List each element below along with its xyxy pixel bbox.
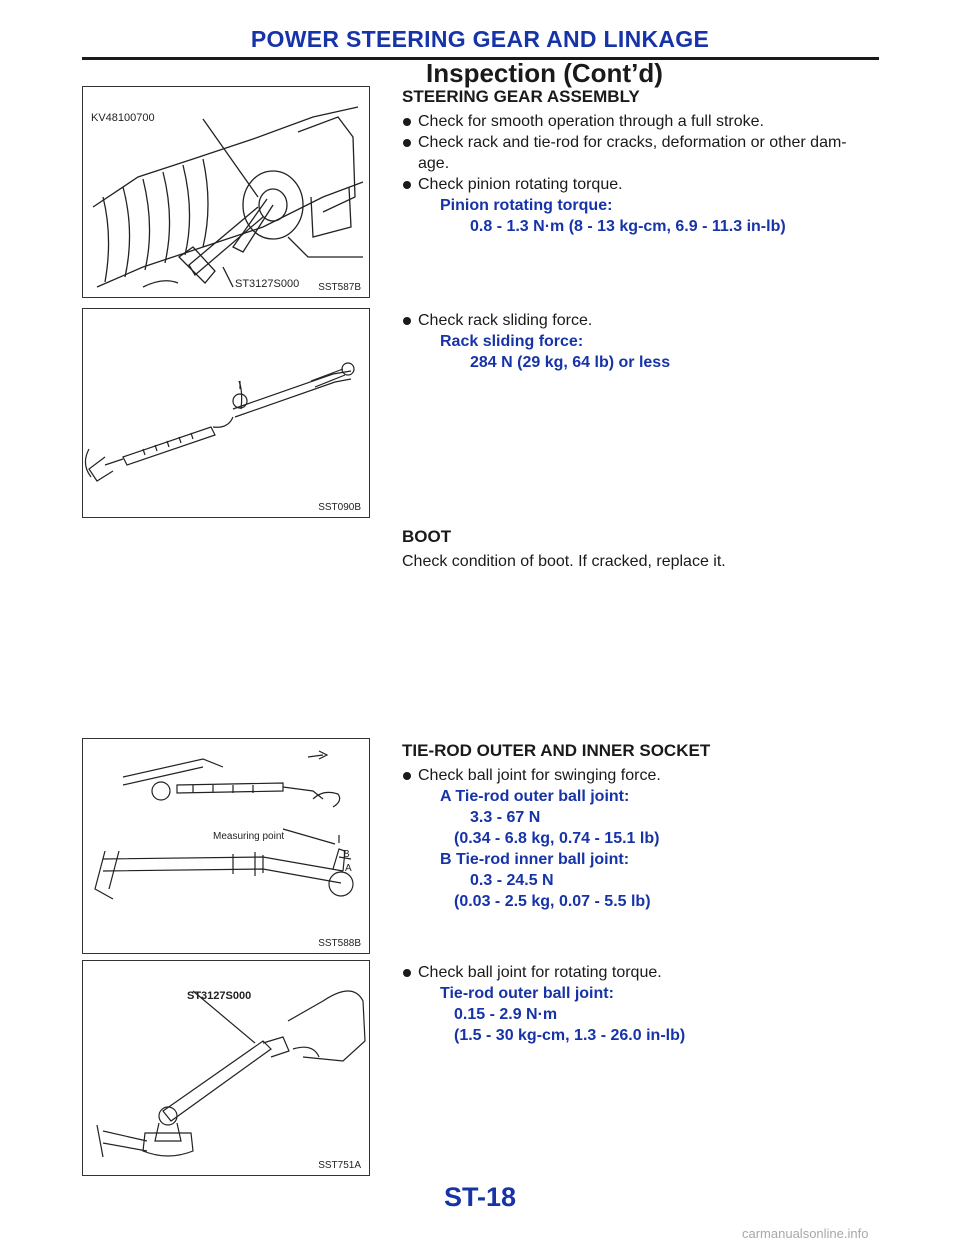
spec-rack-sliding-label: Rack sliding force: [440,333,584,350]
tierod-swing-illustration [83,739,371,955]
figure-label-kv48100700: KV48100700 [91,112,155,124]
figure-steering-gear [82,86,370,298]
watermark: carmanualsonline.info [742,1226,869,1241]
section-rack-sliding [402,310,882,373]
section-tierod [402,740,882,912]
figure-tierod-torque [82,960,370,1176]
spec-outer-joint-value-2: (0.34 - 6.8 kg, 0.74 - 15.1 lb) [454,830,660,847]
spec-inner-joint-value-1: 0.3 - 24.5 N [470,872,554,889]
spec-pinion-torque-value: 0.8 - 1.3 N·m (8 - 13 kg-cm, 6.9 - 11.3 in-lb) [470,218,786,235]
section-boot [402,526,882,572]
section-title-steering-gear: STEERING GEAR ASSEMBLY [402,87,640,106]
figure-tierod-swing [82,738,370,954]
spec-rack-sliding-value: 284 N (29 kg, 64 lb) or less [470,354,671,371]
page-header-title: POWER STEERING GEAR AND LINKAGE [250,26,710,52]
section-rotating-torque [402,962,882,1046]
figure-code: SST090B [318,502,361,513]
steering-gear-illustration [83,87,371,299]
bullet-rack-cracks: Check rack and tie-rod for cracks, deformation or other dam- [402,132,882,153]
figure-code: SST587B [318,282,361,293]
rack-sliding-illustration [83,309,371,519]
figure-label-a: A [345,863,352,874]
spec-pinion-torque-label: Pinion rotating torque: [440,197,613,214]
bullet-smooth-operation: Check for smooth operation through a full stroke. [402,111,882,132]
spec-inner-joint-value-2: (0.03 - 2.5 kg, 0.07 - 5.5 lb) [454,893,651,910]
figure-label-st3127s000: ST3127S000 [235,278,300,290]
page-header-subtitle: Inspection (Cont’d) [426,58,663,88]
boot-text: Check condition of boot. If cracked, replace it. [402,553,726,570]
bullet-rack-sliding: Check rack sliding force. [402,310,882,331]
figure-code: SST751A [318,1160,361,1171]
spec-torque-value-2: (1.5 - 30 kg-cm, 1.3 - 26.0 in-lb) [454,1027,686,1044]
figure-rack-sliding [82,308,370,518]
page-number: ST-18 [443,1182,517,1212]
figure-label-measuring-point: Measuring point [213,831,285,842]
section-steering-gear [402,86,882,237]
spec-outer-joint-value-1: 3.3 - 67 N [470,809,541,826]
bullet-pinion-torque: Check pinion rotating torque. [402,174,882,195]
spec-torque-value-1: 0.15 - 2.9 N·m [454,1006,558,1023]
bullet-rack-cracks-cont: age. [418,155,450,172]
bullet-swinging-force: Check ball joint for swinging force. [402,765,882,786]
section-title-tierod: TIE-ROD OUTER AND INNER SOCKET [402,741,711,760]
figure-code: SST588B [318,938,361,949]
figure-label-b: B [343,849,350,860]
tierod-torque-illustration [83,961,371,1177]
section-title-boot: BOOT [402,527,452,546]
spec-torque-label: Tie-rod outer ball joint: [440,985,614,1002]
bullet-rotating-torque: Check ball joint for rotating torque. [402,962,882,983]
spec-outer-joint-label: A Tie-rod outer ball joint: [440,788,630,805]
spec-inner-joint-label: B Tie-rod inner ball joint: [440,851,630,868]
figure-label-st3127s000: ST3127S000 [187,990,252,1002]
